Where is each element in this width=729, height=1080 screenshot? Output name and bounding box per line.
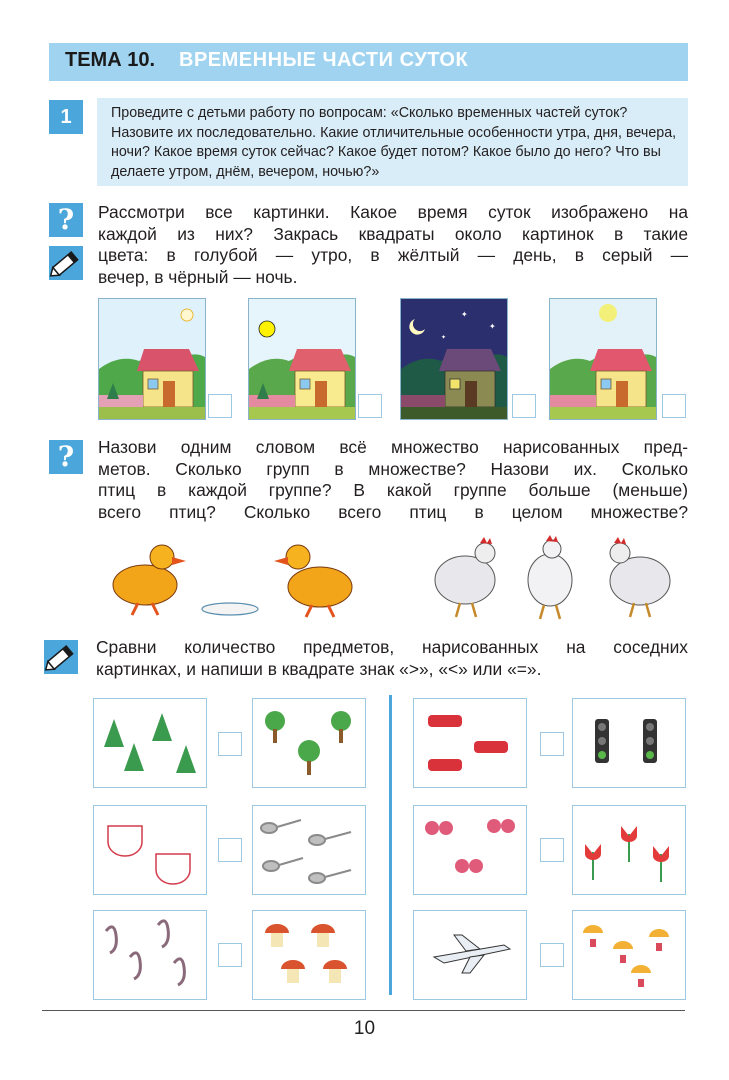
answer-square[interactable]	[540, 732, 564, 756]
topic-label: ТЕМА 10.	[65, 49, 156, 71]
picture-butterflies	[413, 805, 527, 895]
color-square-morning[interactable]	[208, 394, 232, 418]
topic-title: ВРЕМЕННЫЕ ЧАСТИ СУТОК	[179, 49, 469, 71]
picture-cars	[413, 698, 527, 788]
footer-divider	[42, 1010, 685, 1011]
svg-text:✦: ✦	[461, 310, 468, 319]
task2-text	[98, 202, 688, 288]
plate	[202, 603, 258, 615]
picture-fir-trees	[93, 698, 207, 788]
sun-icon	[259, 321, 275, 337]
hen	[528, 535, 572, 619]
picture-tulips	[572, 805, 686, 895]
topic-header	[49, 43, 688, 81]
scene-morning	[98, 298, 206, 420]
picture-mushrooms	[252, 910, 366, 1000]
pencil-icon	[44, 640, 78, 674]
birds-illustration	[100, 535, 700, 625]
answer-square[interactable]	[218, 732, 242, 756]
task3-line: птиц в каждой группе? В какой группе больше (меньше)	[98, 480, 688, 500]
task3-text	[98, 437, 688, 523]
answer-square[interactable]	[540, 943, 564, 967]
task2-line: каждой из них? Закрась квадраты около картинок в такие	[98, 223, 688, 244]
task3-line: всего птиц? Сколько всего птиц в целом множестве?	[98, 501, 688, 522]
sun-icon	[181, 309, 193, 321]
picture-traffic-lights	[572, 698, 686, 788]
question-icon: ?	[49, 440, 83, 474]
answer-square[interactable]	[218, 943, 242, 967]
duck	[274, 545, 352, 617]
picture-worms	[93, 910, 207, 1000]
scene-day	[248, 298, 356, 420]
task3-line: метов. Сколько групп в множестве? Назови их. Сколько	[98, 458, 688, 479]
task4-line: Сравни количество предметов, нарисованных на соседних	[96, 637, 688, 657]
picture-airplane	[413, 910, 527, 1000]
task3-line: Назови одним словом всё множество нарисованных пред-	[98, 437, 688, 457]
task4-text	[96, 637, 688, 680]
hen	[610, 537, 670, 617]
teacher-instructions-text: Проведите с детьми работу по вопросам: «Сколько временных частей суток? Назовите их последовательно. Какие отличительные особенности утра, дня, вечера, ночи? Какое время суток сейчас? Какое будет потом? Какое было до него? Что вы делаете утром, днём, вечером, ночью?»	[111, 105, 677, 180]
answer-square[interactable]	[218, 838, 242, 862]
page-number: 10	[353, 1018, 376, 1039]
color-square-night[interactable]	[512, 394, 536, 418]
task-number-badge: 1	[49, 100, 83, 134]
duck	[113, 545, 186, 615]
answer-square[interactable]	[540, 838, 564, 862]
color-square-day[interactable]	[358, 394, 382, 418]
scene-evening	[549, 298, 657, 420]
pencil-icon	[49, 246, 83, 280]
teacher-instructions-box	[97, 98, 688, 186]
task2-line: вечер, в чёрный — ночь.	[98, 266, 298, 287]
picture-deciduous-trees	[252, 698, 366, 788]
hen	[435, 537, 495, 617]
task4-line: картинках, и напиши в квадрате знак «>», «<» или «=».	[96, 658, 542, 679]
svg-text:✦: ✦	[489, 322, 496, 331]
column-divider	[389, 695, 392, 995]
sun-icon	[599, 304, 617, 322]
question-icon: ?	[49, 203, 83, 237]
svg-text:✦: ✦	[441, 335, 447, 341]
picture-cups	[93, 805, 207, 895]
picture-spoons	[252, 805, 366, 895]
task2-line: цвета: в голубой — утро, в жёлтый — день, в серый —	[98, 245, 688, 265]
picture-parachutists	[572, 910, 686, 1000]
color-square-evening[interactable]	[662, 394, 686, 418]
scene-night	[400, 298, 508, 420]
task2-line: Рассмотри все картинки. Какое время суток изображено на	[98, 202, 688, 222]
